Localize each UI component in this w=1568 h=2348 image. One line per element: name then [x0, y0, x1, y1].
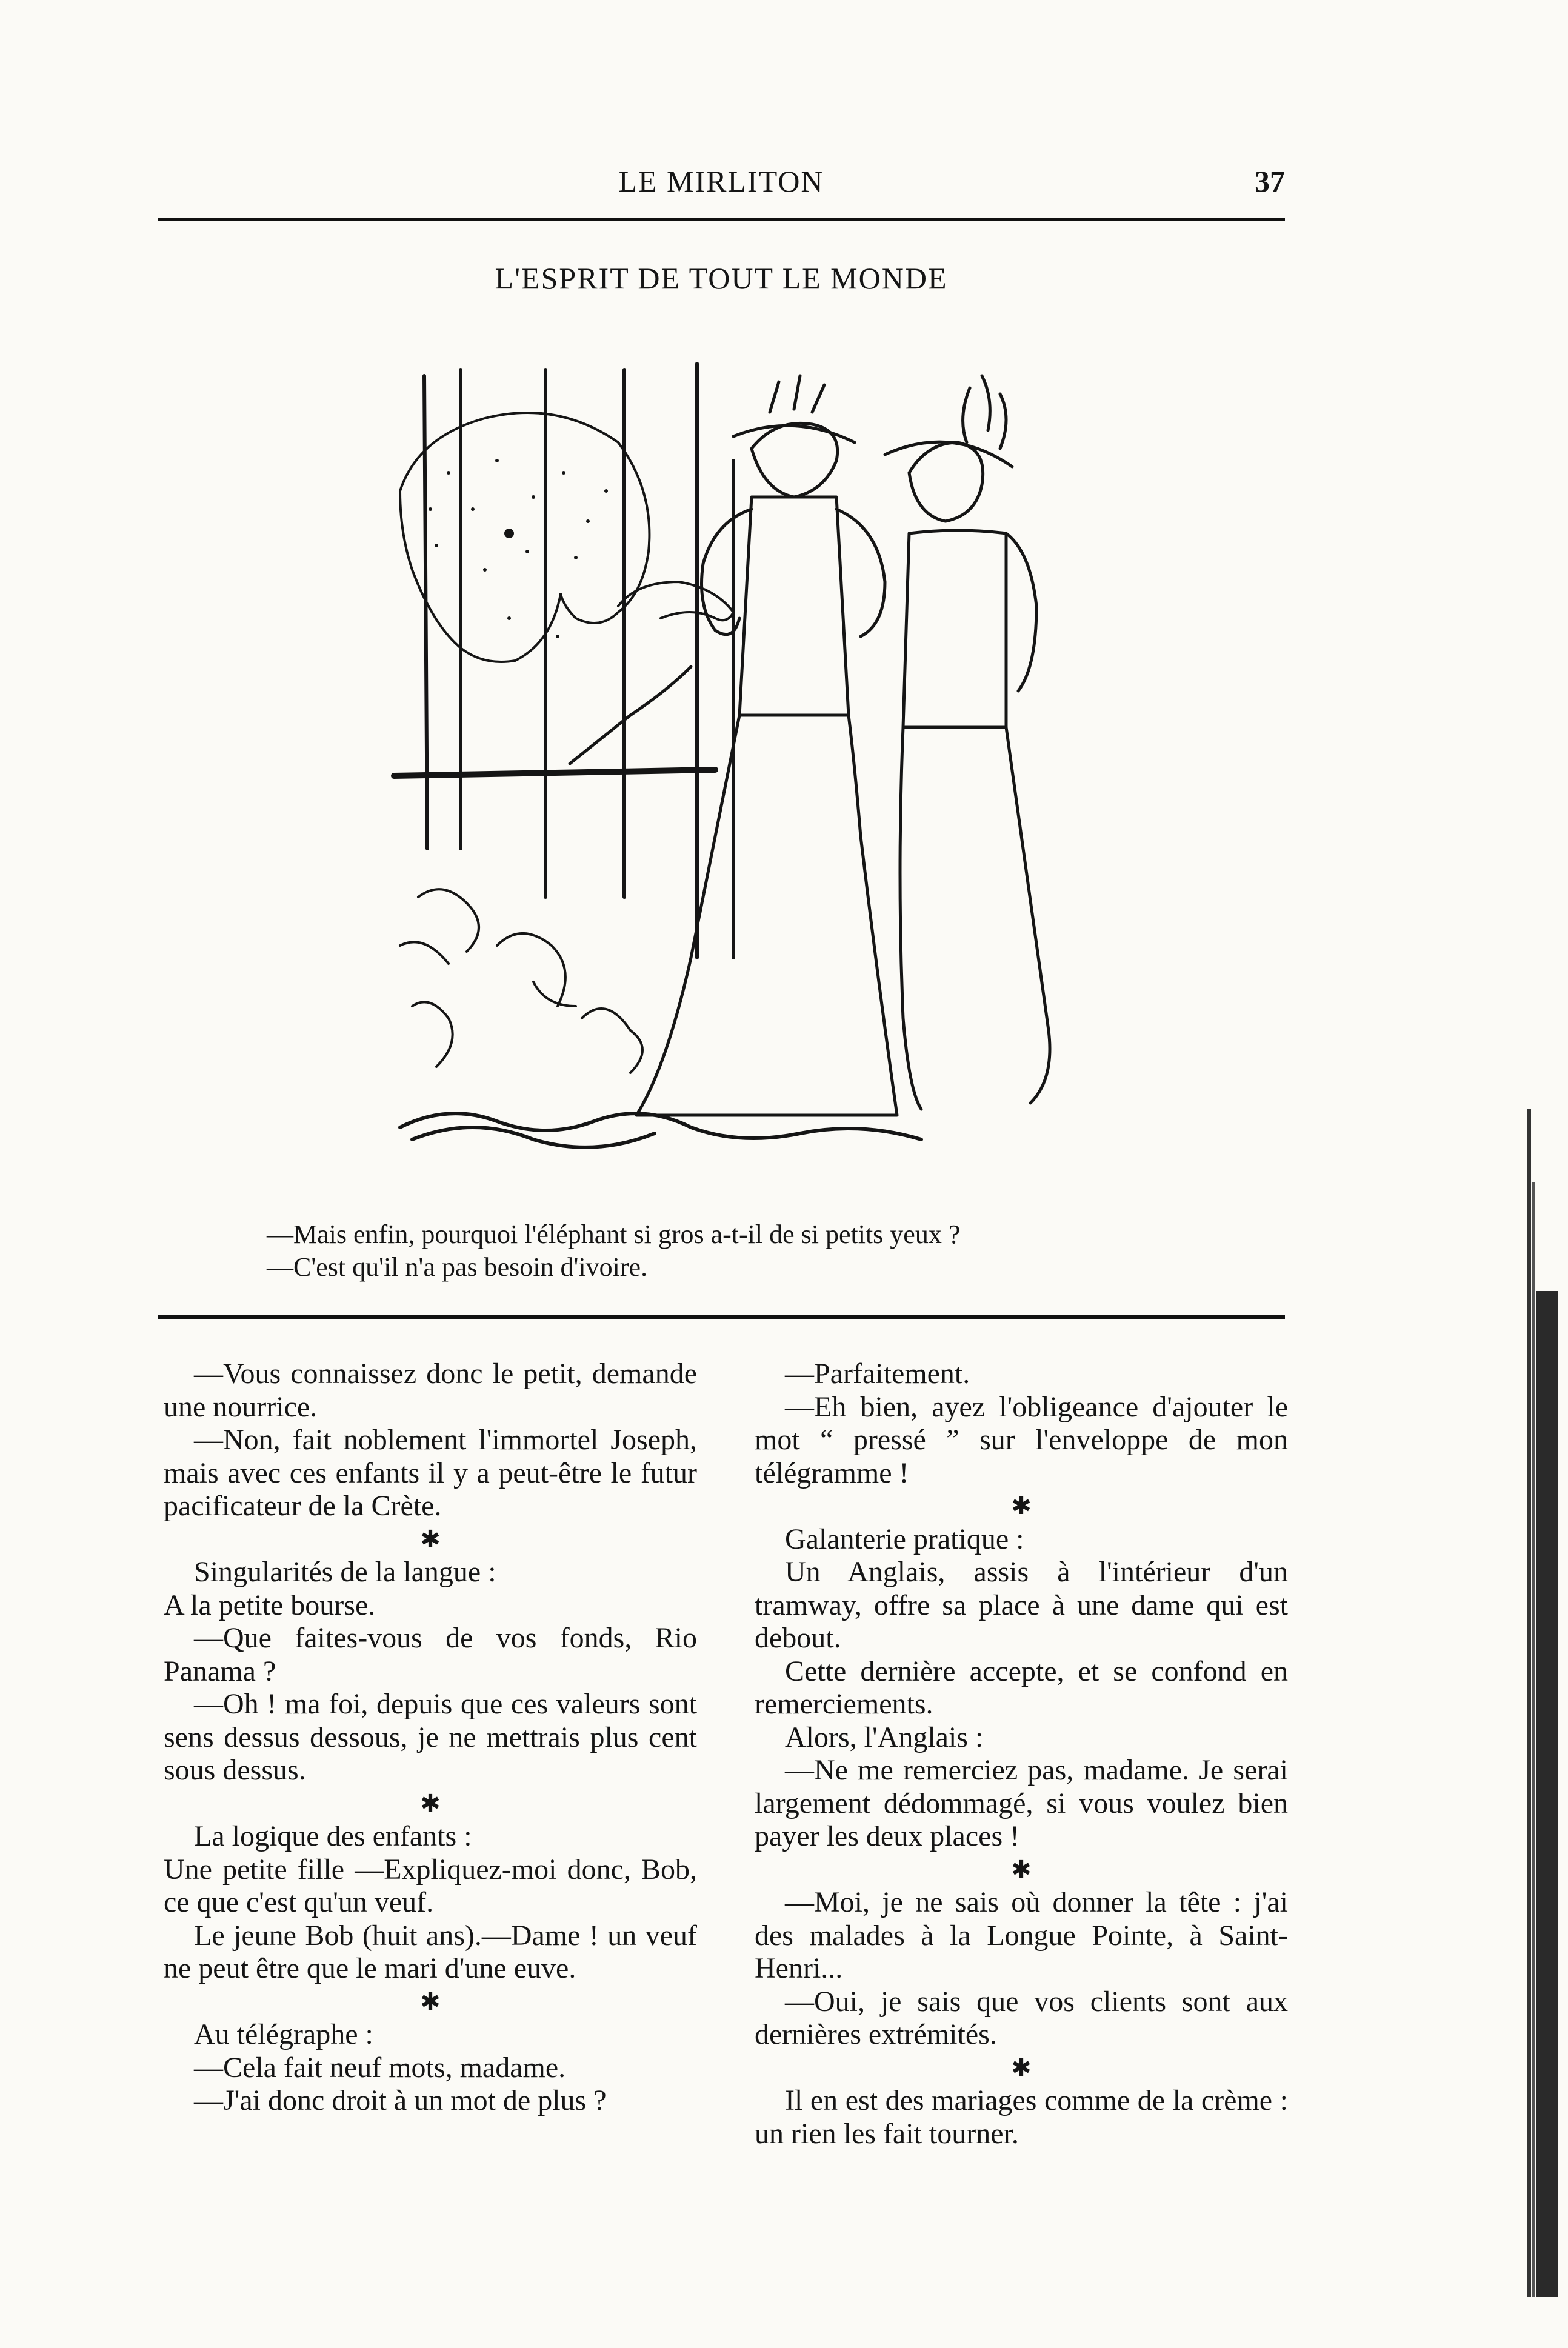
asterisk-separator: ✱ — [420, 1525, 441, 1553]
asterisk-separator: ✱ — [1011, 1855, 1032, 1883]
paragraph: —Vous connaissez donc le petit, demande une nourrice. — [164, 1358, 697, 1423]
journal-title: LE MIRLITON — [618, 164, 824, 198]
section-rule — [158, 1315, 1285, 1319]
paragraph: —Cela fait neuf mots, madame. — [194, 2051, 566, 2084]
caption-question: —Mais enfin, pourquoi l'éléphant si gros a-t-il de si petits yeux ? — [267, 1219, 961, 1249]
paragraph: Un Anglais, assis à l'intérieur d'un tramway, offre sa place à une dame qui est debout. — [755, 1556, 1288, 1654]
paragraph: Singularités de la langue : — [194, 1556, 496, 1588]
paragraph: —Parfaitement. — [785, 1358, 970, 1390]
paragraph: A la petite bourse. — [164, 1589, 376, 1621]
page-number: 37 — [1255, 164, 1285, 198]
lady-right — [885, 376, 1050, 1109]
asterisk-separator: ✱ — [420, 1789, 441, 1817]
scanned-page-edge — [1503, 1109, 1558, 2297]
ground — [400, 1113, 921, 1147]
parasol-rail — [394, 770, 715, 776]
asterisk-separator: ✱ — [1011, 1492, 1032, 1519]
section-title: L'ESPRIT DE TOUT LE MONDE — [495, 261, 948, 295]
asterisk-separator: ✱ — [420, 1987, 441, 2015]
header-rule — [158, 218, 1285, 221]
paragraph: —Oh ! ma foi, depuis que ces valeurs sont sens dessus dessous, je ne mettrais plus cent sous dessus. — [164, 1688, 697, 1786]
elephant-stipple — [429, 459, 608, 638]
engraving-illustration — [376, 352, 1091, 1158]
paragraph: —Ne me remerciez pas, madame. Je serai largement dédommagé, si vous voulez bien payer les deux places ! — [755, 1754, 1288, 1852]
paragraph: Au télégraphe : — [194, 2018, 373, 2050]
text-column-left — [164, 1358, 697, 2118]
paragraph: —Oui, je sais que vos clients sont aux dernières extrémités. — [755, 1985, 1288, 2050]
running-head — [158, 164, 1285, 200]
text-column-right — [755, 1358, 1288, 2150]
asterisk-separator: ✱ — [1011, 2053, 1032, 2081]
paragraph: —Non, fait noblement l'immortel Joseph, mais avec ces enfants il y a peut-être le futur pacificateur de la Crète. — [164, 1424, 697, 1522]
illustration-caption — [267, 1218, 1176, 1284]
paragraph: —Moi, je ne sais où donner la tête : j'ai des malades à la Longue Pointe, à Saint-Henri... — [755, 1886, 1288, 1984]
paragraph: —Que faites-vous de vos fonds, Rio Panama ? — [164, 1622, 697, 1687]
paragraph: Galanterie pratique : — [785, 1523, 1024, 1555]
paragraph: Cette dernière accepte, et se confond en remerciements. — [755, 1655, 1288, 1720]
paragraph: —J'ai donc droit à un mot de plus ? — [194, 2084, 607, 2116]
caption-answer: —C'est qu'il n'a pas besoin d'ivoire. — [267, 1252, 648, 1282]
paragraph: Le jeune Bob (huit ans).—Dame ! un veuf ne peut être que le mari d'une euve. — [164, 1919, 697, 1984]
foliage — [400, 889, 642, 1073]
paragraph: Il en est des mariages comme de la crème : un rien les fait tourner. — [755, 2084, 1288, 2150]
elephant — [400, 413, 733, 662]
paragraph: La logique des enfants : — [194, 1820, 472, 1852]
paragraph: Alors, l'Anglais : — [785, 1721, 984, 1753]
cage-bars — [424, 364, 733, 958]
paragraph: Une petite fille —Expliquez-moi donc, Bob, ce que c'est qu'un veuf. — [164, 1853, 697, 1918]
paragraph: —Eh bien, ayez l'obligeance d'ajouter le mot “ pressé ” sur l'enveloppe de mon télégramme ! — [755, 1390, 1288, 1489]
